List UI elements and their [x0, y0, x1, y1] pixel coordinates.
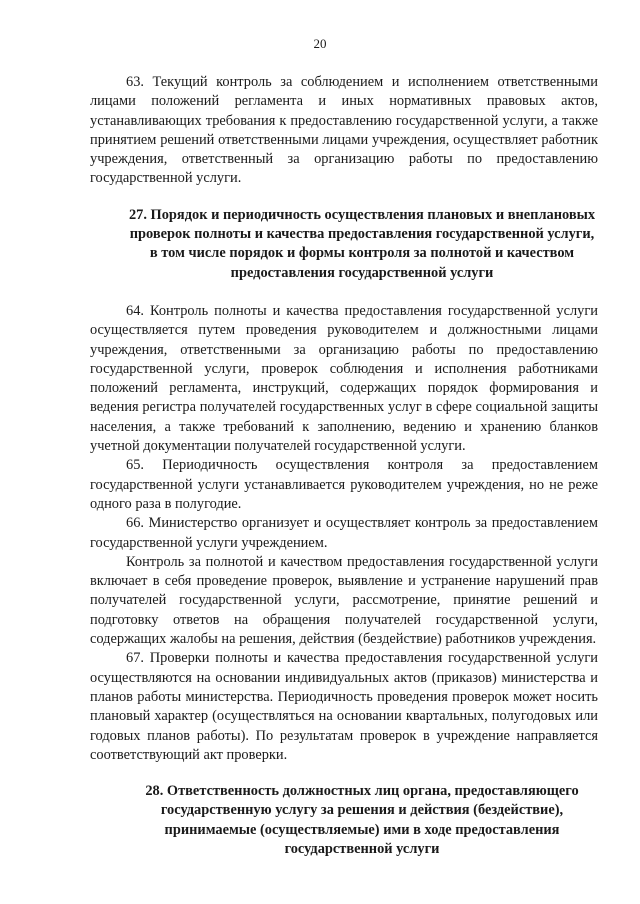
paragraph-64: 64. Контроль полноты и качества предоставления государственной услуги осуществляется путем проведения руководителем и должностными лицами учреждения, ответственными за организацию работы по предоставлению государственной услуги, проверок соблюдения и исполнения работниками положений регламента, инструкций, содержащих порядок формирования и ведения регистра получателей государственных услуг в сфере социальной защиты населения, а также требований к заполнению, ведению и хранению бланков учетной документации получателей государственной услуги.: [90, 302, 598, 455]
paragraph-67: 67. Проверки полноты и качества предоставления государственной услуги осуществляются на основании индивидуальных актов (приказов) министерства и планов работы министерства. Периодичность проведения проверок может носить плановый характер (осуществляться на основании квартальных, полугодовых или годовых планов работы). По результатам проверок в учреждение направляется соответствующий акт проверки.: [90, 650, 598, 763]
document-body: [90, 73, 598, 859]
page-number: 20: [313, 36, 327, 51]
paragraph-65: 65. Периодичность осуществления контроля за предоставлением государственной услуги устанавливается руководителем учреждения, но не реже одного раза в полугодие.: [90, 457, 598, 512]
paragraph-63: 63. Текущий контроль за соблюдением и исполнением ответственными лицами положений регламента и иных нормативных правовых актов, устанавливающих требования к предоставлению государственной услуги, а также принятием решений ответственными лицами учреждения, осуществляет работник учреждения, ответственный за организацию работы по предоставлению государственной услуги.: [90, 74, 598, 187]
paragraph-66-continued: Контроль за полнотой и качеством предоставления государственной услуги включает в себя проведение проверок, выявление и устранение нарушений прав получателей государственной услуги, рассмотрение, принятие решений и подготовку ответов на обращения получателей государственной услуги, содержащих жалобы на решения, действия (бездействие) работников учреждения.: [90, 553, 598, 648]
section-heading-28: 28. Ответственность должностных лиц органа, предоставляющего государственную услугу за решения и действия (бездействие), принимаемые (осуществляемые) ими в ходе предоставления государственной услуги: [145, 783, 579, 857]
section-heading-27: 27. Порядок и периодичность осуществления плановых и внеплановых проверок полноты и качества предоставления государственной услуги, в том числе порядок и формы контроля за полнотой и качеством предоставления государственной услуги: [128, 206, 596, 281]
paragraph-66: 66. Министерство организует и осуществляет контроль за предоставлением государственной услуги учреждением.: [90, 515, 598, 551]
